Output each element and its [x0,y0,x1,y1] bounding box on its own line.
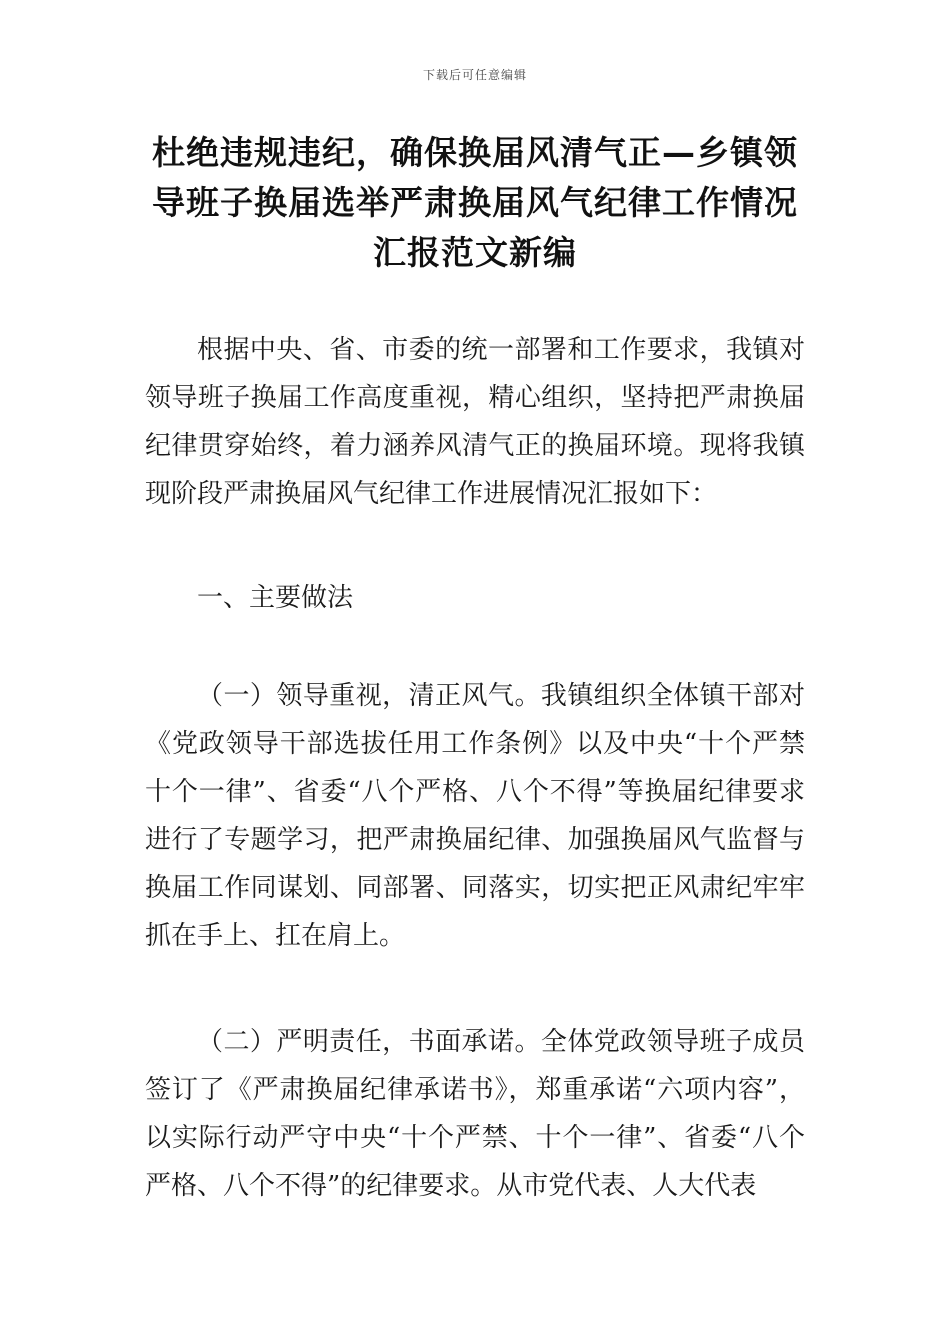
item-two-paragraph: （二）严明责任，书面承诺。全体党政领导班子成员签订了《严肃换届纪律承诺书》，郑重承诺“六项内容”，以实际行动严守中央“十个严禁、十个一律”、省委“八个严格、八个不得”的纪律要求。从市党代表、人大代表 [145,1027,805,1201]
intro-paragraph: 根据中央、省、市委的统一部署和工作要求，我镇对领导班子换届工作高度重视，精心组织，坚持把严肃换届纪律贯穿始终，着力涵养风清气正的换届环境。现将我镇现阶段严肃换届风气纪律工作进展情况汇报如下： [145,335,805,509]
section-heading: 一、主要做法 [197,583,354,613]
document-title: 杜绝违规违纪，确保换届风清气正—乡镇领导班子换届选举严肃换届风气纪律工作情况汇报范文新编 [152,133,798,272]
header-note: 下载后可任意编辑 [422,68,527,82]
item-one-paragraph: （一）领导重视，清正风气。我镇组织全体镇干部对《党政领导干部选拔任用工作条例》以及中央“十个严禁十个一律”、省委“八个严格、八个不得”等换届纪律要求进行了专题学习，把严肃换届纪律、加强换届风气监督与换届工作同谋划、同部署、同落实，切实把正风肃纪牢牢抓在手上、扛在肩上。 [145,681,805,951]
